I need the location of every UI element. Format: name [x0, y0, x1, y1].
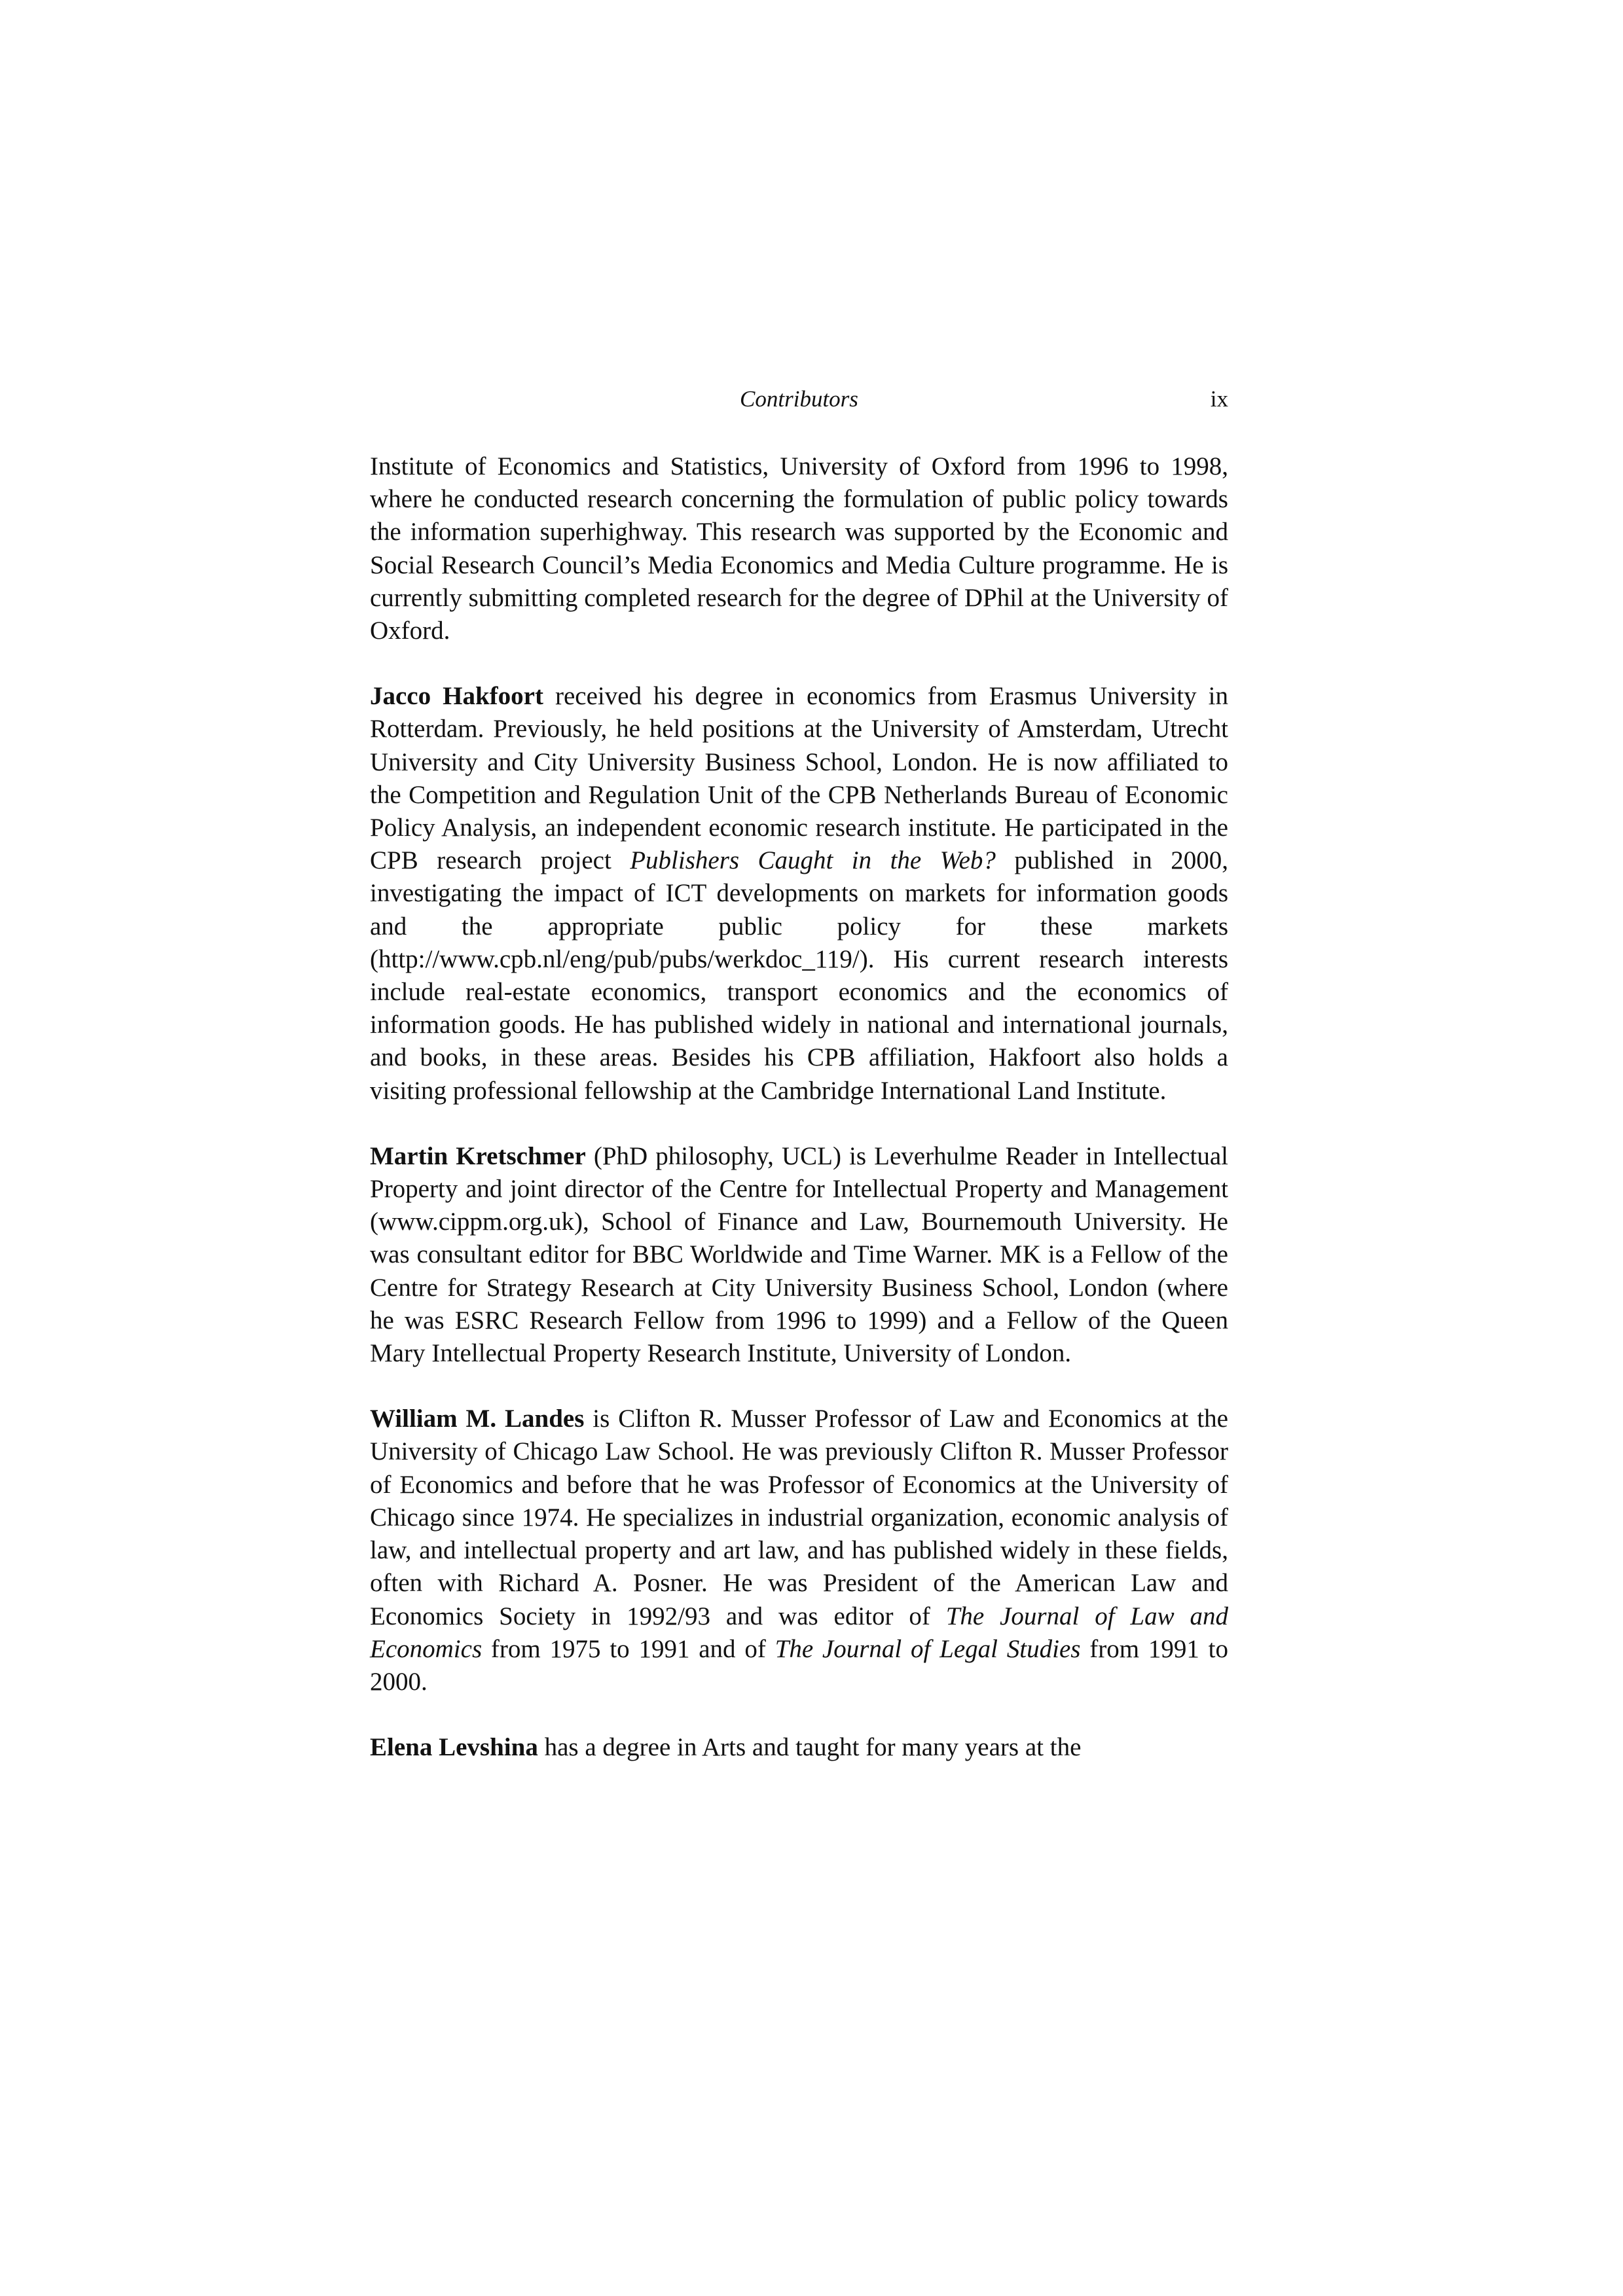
entry-italic-title: The Journal of Law and Economics — [370, 1602, 1228, 1663]
contributor-name: Elena Levshina — [370, 1733, 538, 1762]
running-title: Contributors — [740, 386, 858, 412]
running-header — [370, 385, 1228, 414]
continuation-text: Institute of Economics and Statistics, University of Oxford from 1996 to 1998, where he conducted research concerning the formulation of public policy towards the information superhighway. This research was supported by the Economic and Social Research Council’s Media Economics and Media Culture programme. He is currently submitting completed research for the degree of DPhil at the University of Oxford. — [370, 452, 1228, 645]
contributor-entry-levshina — [370, 1731, 1228, 1764]
contributor-name: Martin Kretschmer — [370, 1141, 586, 1170]
entry-text: has a degree in Arts and taught for many years at the — [538, 1733, 1082, 1762]
page-number: ix — [1210, 386, 1228, 412]
contributor-entry-hakfoort — [370, 680, 1228, 1107]
entry-italic-title: The Journal of Legal Studies — [775, 1634, 1081, 1663]
contributor-entry-landes — [370, 1403, 1228, 1698]
entry-italic-title: Publishers Caught in the Web? — [630, 846, 996, 875]
entry-text: published in 2000, investigating the impact of ICT developments on markets for information goods and the appropriate public policy for these markets (http://www.cpb.nl/eng/pub/pubs/werkdoc_119/). His current research interests include real-estate economics, transport economics and the economics of information goods. He has published widely in national and international journals, and books, in these areas. Besides his CPB affiliation, Hakfoort also holds a visiting professional fellowship at the Cambridge International Land Institute. — [370, 846, 1228, 1105]
entry-text: from 1975 to 1991 and of — [482, 1634, 775, 1663]
contributor-name: William M. Landes — [370, 1405, 585, 1433]
entry-text: received his degree in economics from Erasmus University in Rotterdam. Previously, he held positions at the University of Amsterdam, Utrecht University and City University Business School, London. He is now affiliated to the Competition and Regulation Unit of the CPB Netherlands Bureau of Economic Policy Analysis, an independent economic research institute. He participated in the CPB research project — [370, 682, 1228, 875]
contributor-entry-kretschmer — [370, 1140, 1228, 1370]
entry-text: (PhD philosophy, UCL) is Leverhulme Reader in Intellectual Property and joint director of the Centre for Intellectual Property and Management (www.cippm.org.uk), School of Finance and Law, Bournemouth University. He was consultant editor for BBC Worldwide and Time Warner. MK is a Fellow of the Centre for Strategy Research at City University Business School, London (where he was ESRC Research Fellow from 1996 to 1999) and a Fellow of the Queen Mary Intellectual Property Research Institute, University of London. — [370, 1141, 1228, 1368]
paragraph-continuation — [370, 450, 1228, 647]
contributor-name: Jacco Hakfoort — [370, 682, 543, 711]
entry-text: is Clifton R. Musser Professor of Law and Economics at the University of Chicago Law School. He was previously Clifton R. Musser Professor of Economics and before that he was Professor of Economics at the University of Chicago since 1974. He specializes in industrial organization, economic analysis of law, and intellectual property and art law, and has published widely in these fields, often with Richard A. Posner. He was President of the American Law and Economics Society in 1992/93 and was editor of — [370, 1405, 1228, 1630]
entry-text: from 1991 to 2000. — [370, 1634, 1228, 1696]
contributors-text — [370, 450, 1228, 1797]
